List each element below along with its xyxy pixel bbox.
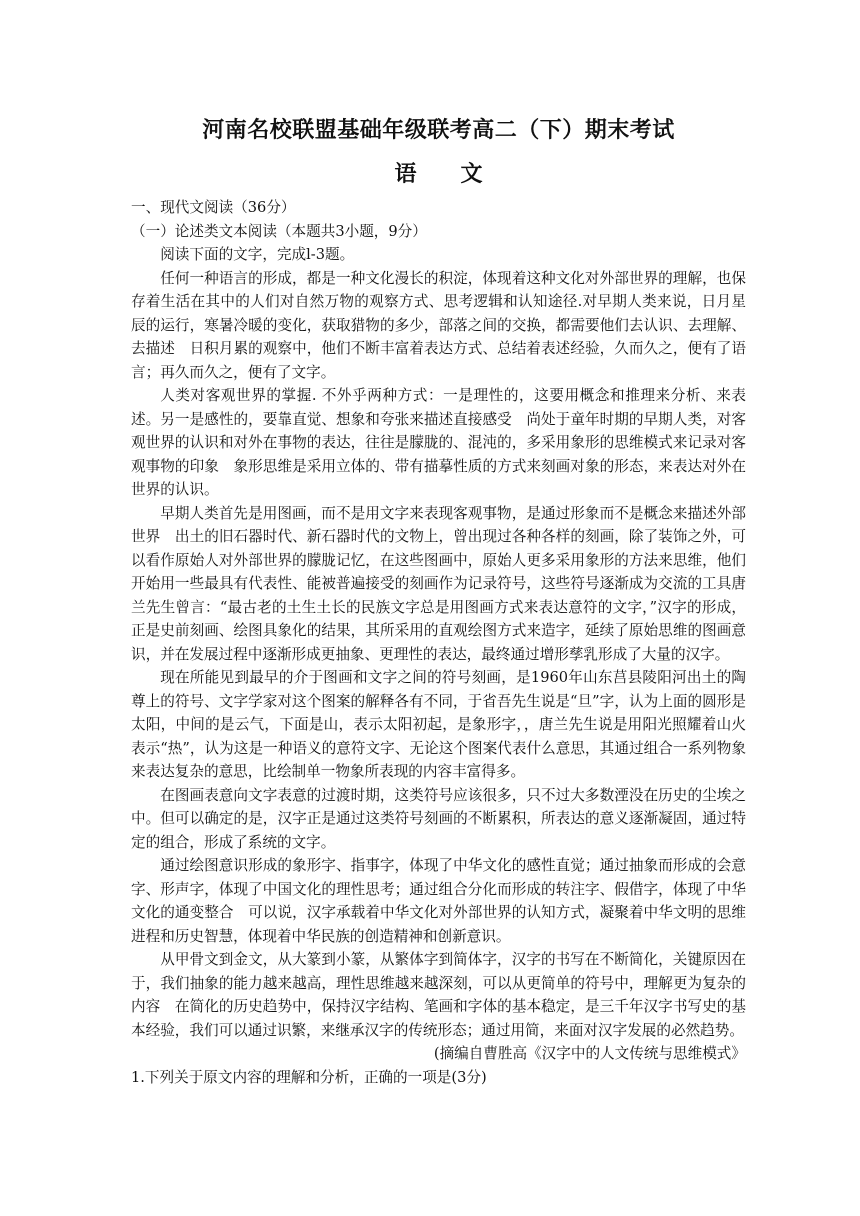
paragraph: 通过绘图意识形成的象形字、指事字，体现了中华文化的感性直觉；通过抽象而形成的会意字、形声字，体现了中国文化的理性思考；通过组合分化而形成的转注字、假借字，体现了中华文化的通变整合 可以说，汉字承载着中华文化对外部世界的认知方式，凝聚着中华文明的思维进程和历史智慧，体现着中华民族的创造精神和创新意识。: [131, 857, 746, 945]
section-heading: 一、现代文阅读（36分）: [131, 199, 296, 216]
paragraph: 任何一种语言的形成，都是一种文化漫长的积淀，体现着这种文化对外部世界的理解，也保存着生活在其中的人们对自然万物的观察方式、思考逻辑和认知途径.对早期人类来说，日月星辰的运行，寒暑冷暖的变化，获取猎物的多少，部落之间的交换，都需要他们去认识、去理解、去描述 日积月累的观察中，他们不断丰富着表达方式、总结着表述经验，久而久之，便有了语言；再久而久之，便有了文字。: [131, 269, 746, 381]
source-citation: (摘编自曹胜高《汉字中的人文传统与思维模式》: [433, 1045, 746, 1062]
exam-title: 河南名校联盟基础年级联考高二（下）期末考试: [202, 118, 675, 143]
question-1: 1.下列关于原文内容的理解和分析，正确的一项是(3分): [131, 1068, 487, 1086]
subsection-heading: （一）论述类文本阅读（本题共3小题，9分）: [131, 222, 427, 240]
paragraph: 早期人类首先是用图画，而不是用文字来表现客观事物，是通过形象而不是概念来描述外部世界 出土的旧石器时代、新石器时代的文物上，曾出现过各种各样的刻画，除了装饰之外，可以看作原始人对外部世界的朦胧记忆，在这些图画中，原始人更多采用象形的方法来思维，他们开始用一些最具有代表性、能被普遍接受的刻画作为记录符号，这些符号逐渐成为交流的工具唐兰先生曾言：“最古老的土生土长的民族文字总是用图画方式来表达意符的文字，”汉字的形成，正是史前刻画、绘图具象化的结果，其所采用的直观绘图方式来造字，延续了原始思维的图画意识，并在发展过程中逐渐形成更抽象、更理性的表达，最终通过增形孳乳形成了大量的汉字。: [131, 504, 746, 663]
subject-heading: 语文: [394, 162, 527, 187]
paragraph: 人类对客观世界的掌握. 不外乎两种方式：一是理性的，这要用概念和推理来分析、来表述。另一是感性的，要靠直觉、想象和夸张来描述直接感受 尚处于童年时期的早期人类，对客观世界的认识和对外在事物的表达，往往是朦胧的、混沌的，多采用象形的思维模式来记录对客观事物的印象 象形思维是采用立体的、带有描摹性质的方式来刻画对象的形态，来表达对外在世界的认识。: [131, 387, 746, 498]
paragraph: 现在所能见到最早的介于图画和文字之间的符号刻画，是1960年山东莒县陵阳河出土的陶尊上的符号、文字学家对这个图案的解释各有不同，于省吾先生说是“旦”字，认为上面的圆形是太阳，中间的是云气，下面是山，表示太阳初起，是象形字，，唐兰先生说是用阳光照耀着山火表示“热”，认为这是一种语义的意符文字、无论这个图案代表什么意思，其通过组合一系列物象来表达复杂的意思，比绘制单一物象所表现的内容丰富得多。: [131, 669, 746, 780]
paragraph: 在图画表意向文字表意的过渡时期，这类符号应该很多，只不过大多数湮没在历史的尘埃之中。但可以确定的是，汉字正是通过这类符号刻画的不断累积，所表达的意义逐渐凝固，通过特定的组合，形成了系统的文字。: [131, 786, 746, 851]
paragraph: 从甲骨文到金文，从大篆到小篆，从繁体字到简体字，汉字的书写在不断简化，关键原因在于，我们抽象的能力越来越高，理性思维越来越深刻，可以从更简单的符号中，理解更为复杂的内容 在简化的历史趋势中，保持汉字结构、笔画和字体的基本稳定，是三千年汉字书写史的基本经验，我们可以通过识繁，来继承汉字的传统形态；通过用简，来面对汉字发展的必然趋势。: [131, 951, 746, 1039]
reading-instruction: 阅读下面的文字，完成l-3题。: [160, 246, 355, 263]
